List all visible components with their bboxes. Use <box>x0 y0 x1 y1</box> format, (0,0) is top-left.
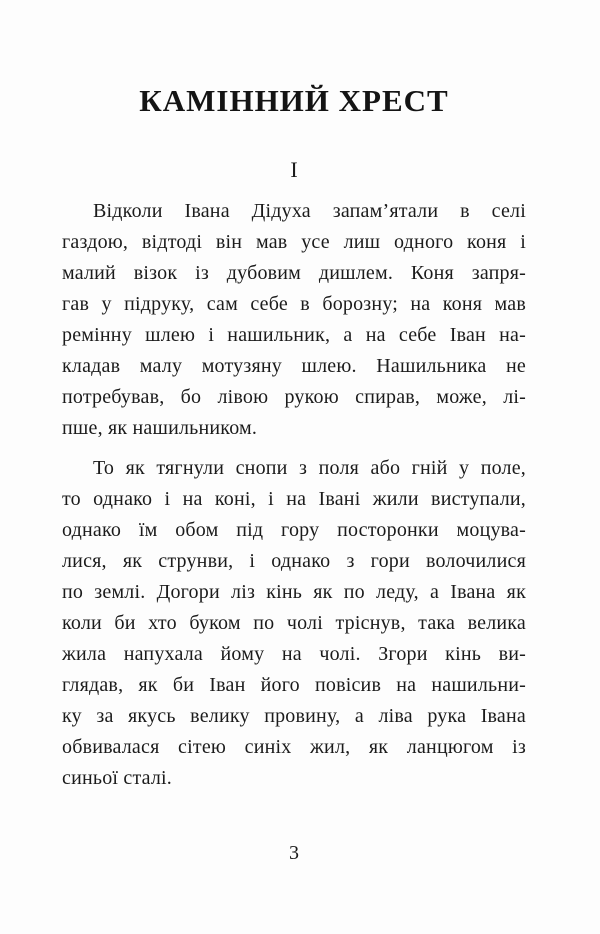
chapter-title: КАМІННИЙ ХРЕСТ <box>139 83 449 118</box>
text-line: обвивалася сітею синіх жил, як ланцюгом із <box>62 736 526 758</box>
text-line: лися, як струнви, і однако з гори волочилися <box>62 550 526 572</box>
text-line: То як тягнули снопи з поля або гній у поле, <box>93 457 526 479</box>
text-line: ку за якусь велику провину, а ліва рука Івана <box>62 705 526 727</box>
text-line: то однако і на коні, і на Івані жили виступали, <box>62 488 526 510</box>
paragraph <box>62 196 526 444</box>
text-line: Відколи Івана Дідуха запам’ятали в селі <box>93 200 526 222</box>
text-line: однако їм обом під гору посторонки моцува- <box>62 519 526 541</box>
text-line: пше, як нашильником. <box>62 417 258 439</box>
text-line: по землі. Догори ліз кінь як по леду, а Івана як <box>62 581 526 603</box>
text-line: малий візок із дубовим дишлем. Коня запря- <box>62 262 526 284</box>
text-line: кладав малу мотузяну шлею. Нашильника не <box>62 355 526 377</box>
text-line: синьої сталі. <box>62 767 173 789</box>
text-line: газдою, відтоді він мав усе лиш одного коня і <box>62 231 526 253</box>
text-line: коли би хто буком по чолі тріснув, така велика <box>62 612 526 634</box>
text-line: потребував, бо лівою рукою спирав, може, лі- <box>62 386 526 408</box>
text-line: ремінну шлею і нашильник, а на себе Іван на- <box>62 324 526 346</box>
paragraph <box>62 453 526 794</box>
text-line: жила напухала йому на чолі. Згори кінь ви- <box>62 643 526 665</box>
page-number: 3 <box>289 842 299 864</box>
text-line: глядав, як би Іван його повісив на нашильни- <box>62 674 526 696</box>
text-line: гав у підруку, сам себе в борозну; на коня мав <box>62 293 526 315</box>
section-numeral: I <box>290 157 298 182</box>
